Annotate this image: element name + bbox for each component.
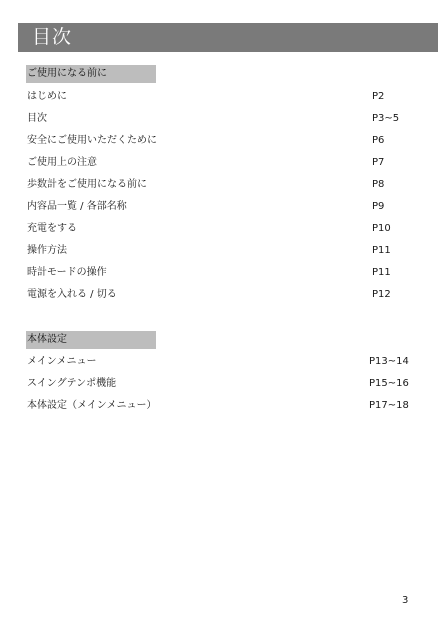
toc-item-label: 本体設定（メインメニュー） — [27, 400, 157, 411]
title-bar — [18, 23, 438, 52]
section-header-settings — [26, 331, 156, 349]
section-heading: ご使用になる前に — [27, 68, 107, 79]
toc-item-label: 歩数計をご使用になる前に — [27, 179, 147, 190]
toc-item-label: メインメニュー — [27, 356, 97, 367]
toc-item[interactable] — [26, 376, 411, 392]
toc-item-label: 操作方法 — [27, 245, 67, 256]
toc-item-label: 充電をする — [27, 223, 77, 234]
section-header-before-use — [26, 65, 156, 83]
page-title: 目次 — [32, 26, 73, 48]
toc-item[interactable] — [26, 398, 411, 414]
toc-item-page: P17~18 — [369, 400, 409, 411]
toc-item-label: スイングテンポ機能 — [27, 378, 117, 389]
toc-item-label: ご使用上の注意 — [27, 157, 97, 168]
toc-item[interactable] — [26, 111, 411, 127]
toc-item-page: P2 — [372, 91, 385, 102]
toc-item[interactable] — [26, 221, 411, 237]
toc-item[interactable] — [26, 177, 411, 193]
toc-item-label: 安全にご使用いただくために — [27, 135, 157, 146]
toc-item-page: P6 — [372, 135, 385, 146]
toc-item-page: P7 — [372, 157, 385, 168]
toc-item-label: 電源を入れる / 切る — [27, 289, 117, 300]
toc-item[interactable] — [26, 133, 411, 149]
toc-item-page: P15~16 — [369, 378, 409, 389]
toc-item-page: P10 — [372, 223, 391, 234]
toc-item-page: P11 — [372, 245, 391, 256]
toc-item[interactable] — [26, 155, 411, 171]
toc-item-page: P13~14 — [369, 356, 409, 367]
toc-item-label: 時計モードの操作 — [27, 267, 107, 278]
toc-item[interactable] — [26, 287, 411, 303]
toc-item[interactable] — [26, 243, 411, 259]
toc-item[interactable] — [26, 199, 411, 215]
toc-item-label: はじめに — [27, 91, 67, 102]
page-number: 3 — [402, 595, 409, 606]
toc-item-label: 内容品一覧 / 各部名称 — [27, 201, 127, 212]
toc-item-page: P9 — [372, 201, 385, 212]
toc-item[interactable] — [26, 354, 411, 370]
toc-item-page: P12 — [372, 289, 391, 300]
toc-item-page: P11 — [372, 267, 391, 278]
toc-item[interactable] — [26, 265, 411, 281]
toc-item[interactable] — [26, 89, 411, 105]
toc-item-label: 目次 — [27, 113, 47, 124]
toc-item-page: P8 — [372, 179, 385, 190]
toc-item-page: P3~5 — [372, 113, 400, 124]
section-heading: 本体設定 — [27, 334, 67, 345]
